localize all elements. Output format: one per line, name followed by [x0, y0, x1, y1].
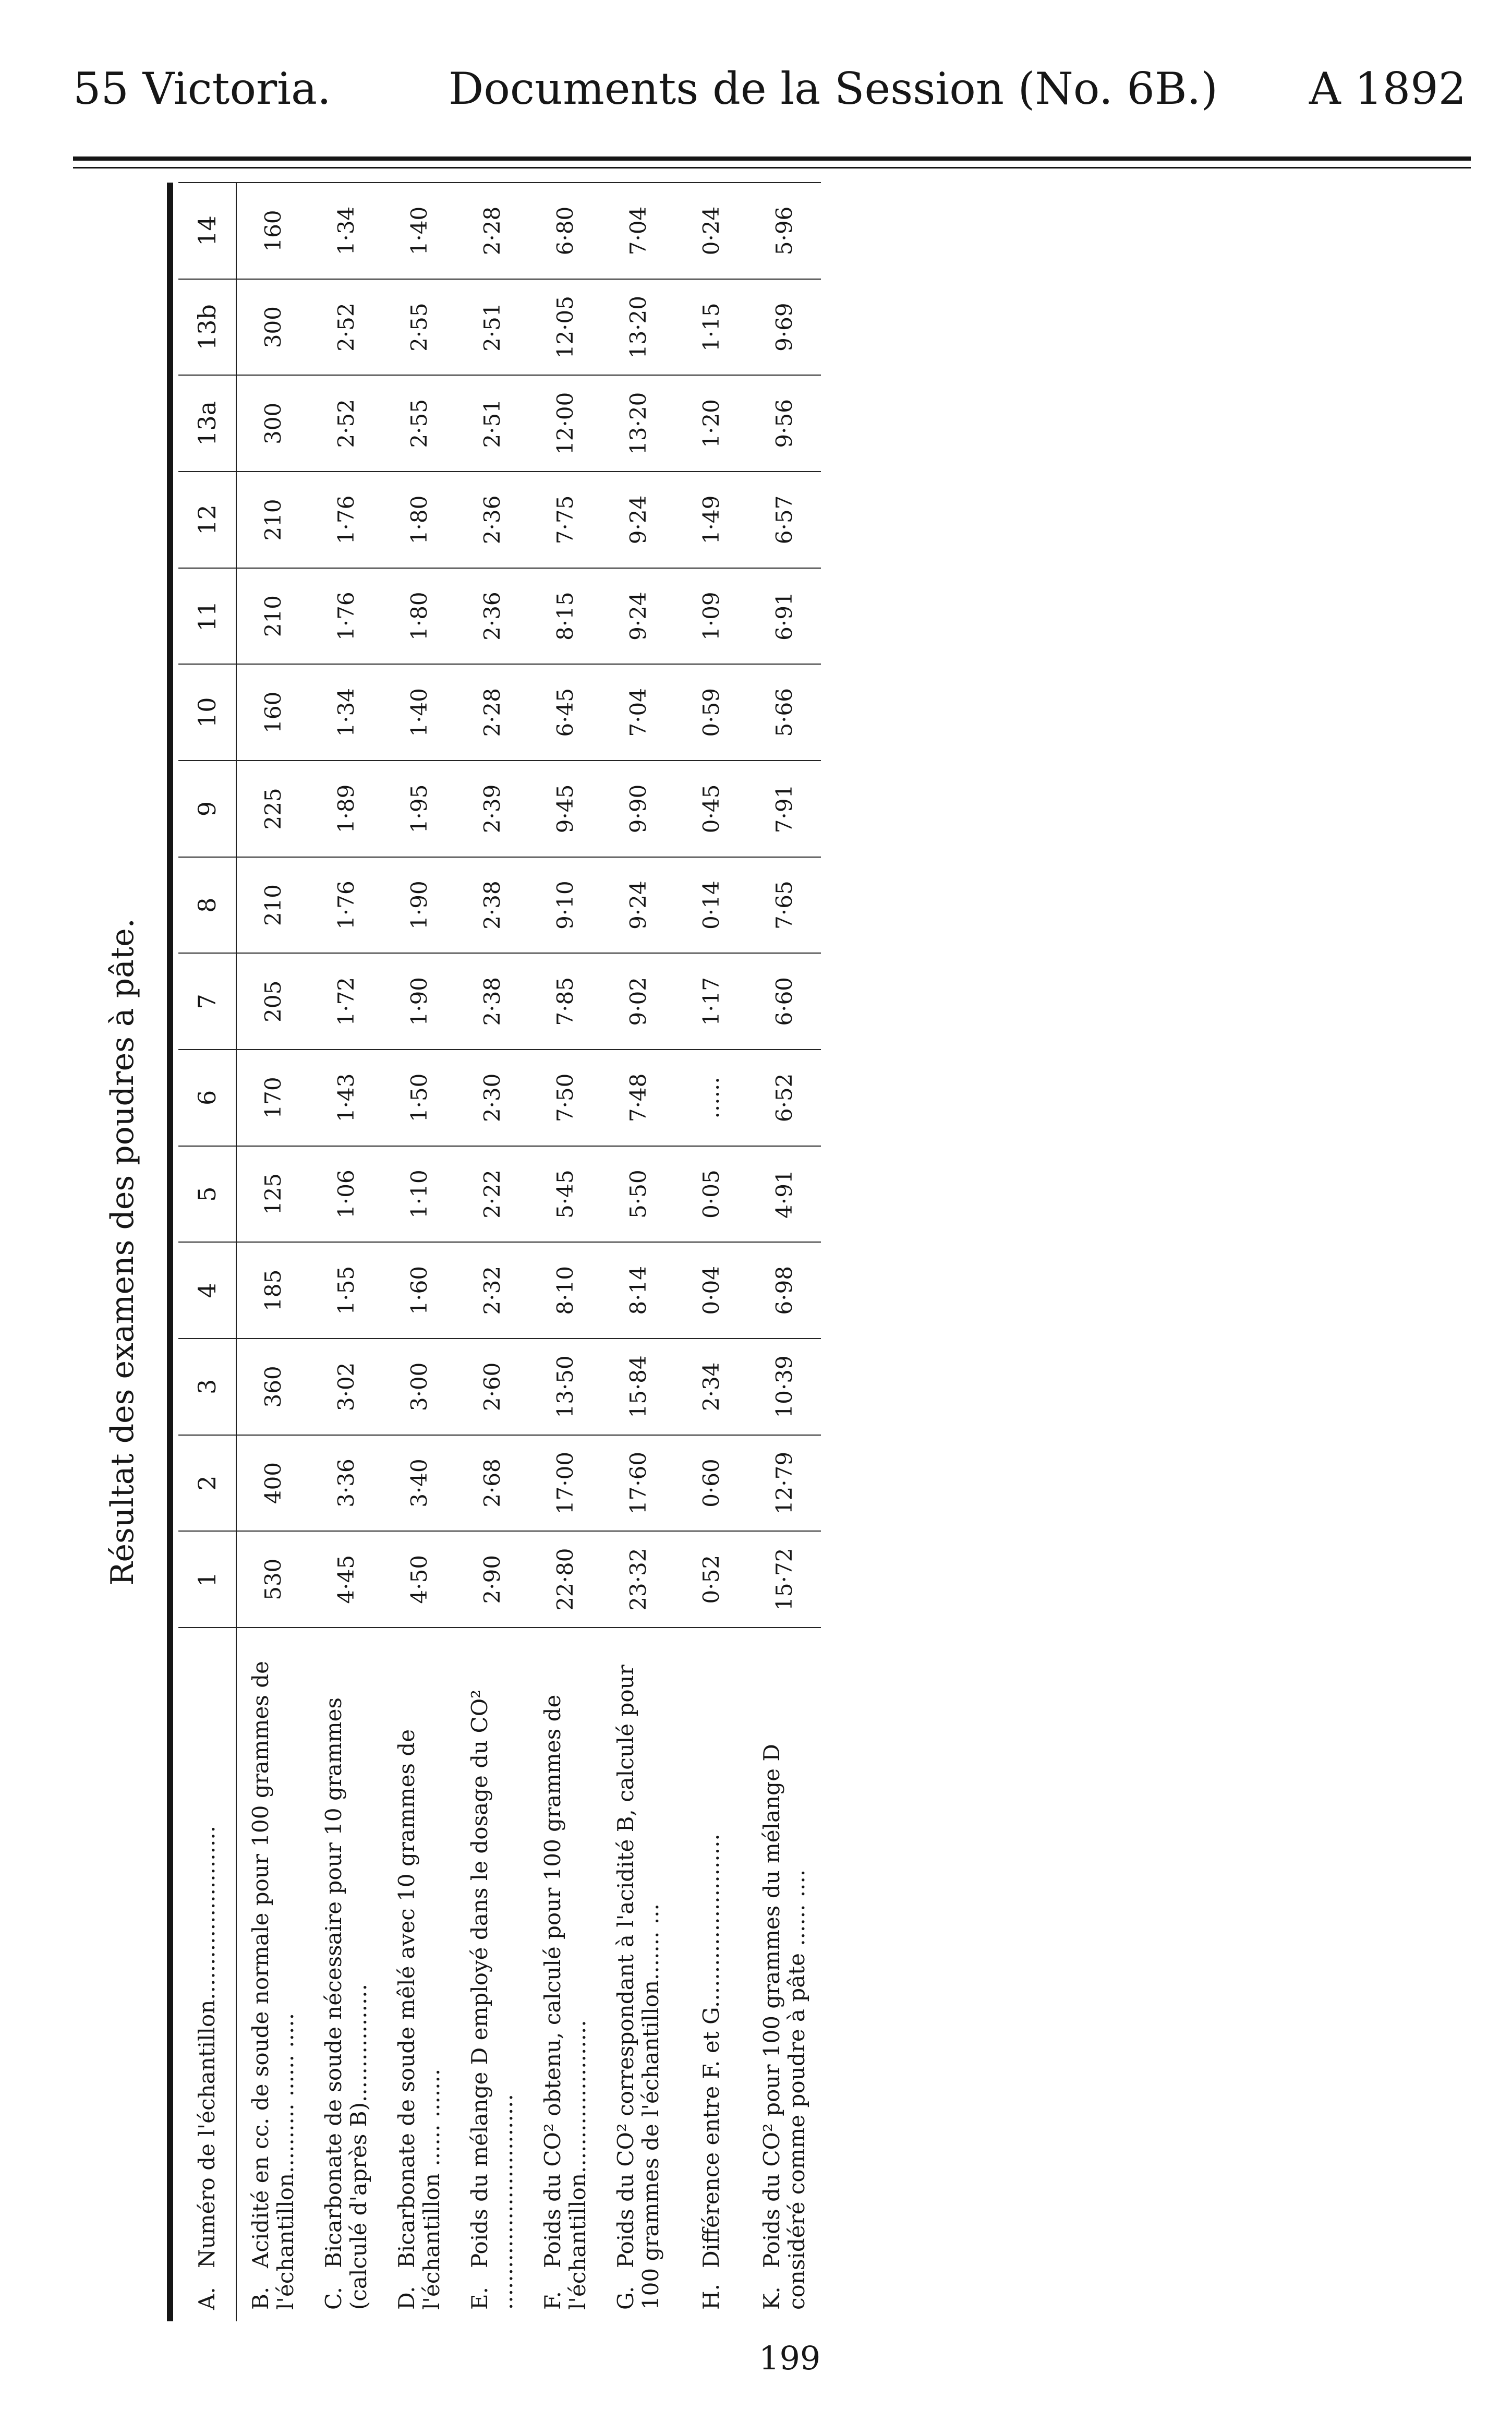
table-cell: 2·38 — [456, 857, 529, 954]
table-cell: 2·55 — [383, 279, 456, 376]
column-header: 14 — [178, 183, 236, 279]
column-header: 6 — [178, 1050, 236, 1146]
table-cell: 2·52 — [310, 279, 383, 376]
table-cell: 2·68 — [456, 1435, 529, 1532]
table-cell: 1·34 — [310, 664, 383, 761]
table-cell: 2·55 — [383, 375, 456, 472]
table-cell: 170 — [236, 1050, 310, 1146]
table-row — [529, 183, 602, 2321]
column-header: 7 — [178, 953, 236, 1050]
table-cell: 1·10 — [383, 1146, 456, 1243]
table-cell: 2·38 — [456, 953, 529, 1050]
table-cell: 2·39 — [456, 761, 529, 857]
rotated-table-panel — [78, 183, 809, 2321]
table-cell: 13·50 — [529, 1339, 602, 1435]
header-rule-thick — [73, 156, 1471, 161]
table-cell: 400 — [236, 1435, 310, 1532]
table-cell: 2·36 — [456, 472, 529, 568]
table-cell: 7·48 — [602, 1050, 675, 1146]
table-cell: 3·02 — [310, 1339, 383, 1435]
row-key: E. — [466, 2286, 492, 2310]
table-row — [383, 183, 456, 2321]
table-cell: 210 — [236, 857, 310, 954]
table-cell: 1·80 — [383, 568, 456, 665]
table-cell: 12·05 — [529, 279, 602, 376]
table-cell: 8·10 — [529, 1242, 602, 1339]
table-cell: 6·91 — [748, 568, 821, 665]
table-cell: 6·98 — [748, 1242, 821, 1339]
table-row — [310, 183, 383, 2321]
column-header: 3 — [178, 1339, 236, 1435]
table-cell: 2·51 — [456, 375, 529, 472]
row-label: Bicarbonate de soude mêlé avec 10 grammes de l'échantillon ...... ....... — [393, 1729, 444, 2310]
column-header: 8 — [178, 857, 236, 954]
row-label: Différence entre F. et G......................... — [698, 1834, 724, 2268]
table-cell: 9·24 — [602, 472, 675, 568]
row-key: A. — [193, 2287, 220, 2310]
table-row — [178, 183, 236, 2321]
table-cell: 1·20 — [675, 375, 748, 472]
table-cell: 7·85 — [529, 953, 602, 1050]
row-label-cell — [456, 1628, 529, 2321]
column-header: 13a — [178, 375, 236, 472]
row-label: Numéro de l'échantillon......................... — [193, 1825, 220, 2268]
table-cell: 7·50 — [529, 1050, 602, 1146]
table-cell: 7·75 — [529, 472, 602, 568]
row-key: C. — [320, 2287, 346, 2310]
table-cell: 1·43 — [310, 1050, 383, 1146]
table-cell: 1·55 — [310, 1242, 383, 1339]
results-table-wrapper — [167, 183, 809, 2321]
table-cell: 22·80 — [529, 1531, 602, 1628]
table-cell: 8·15 — [529, 568, 602, 665]
results-table — [178, 182, 821, 2321]
table-cell: 1·60 — [383, 1242, 456, 1339]
table-cell: 2·32 — [456, 1242, 529, 1339]
table-cell: 6·60 — [748, 953, 821, 1050]
header-document-title: Documents de la Session (No. 6B.) — [449, 63, 1218, 114]
table-cell: 1·95 — [383, 761, 456, 857]
table-cell: 210 — [236, 472, 310, 568]
table-cell: 8·14 — [602, 1242, 675, 1339]
row-key: H. — [698, 2284, 724, 2310]
row-key: D. — [393, 2286, 419, 2310]
table-cell: 0·24 — [675, 183, 748, 279]
table-row — [602, 183, 675, 2321]
row-label: Poids du CO² correspondant à l'acidité B, calculé pour 100 grammes de l'échantillon....... ... — [612, 1665, 663, 2310]
header-series-year: A 1892 — [1309, 63, 1467, 114]
table-cell: 2·28 — [456, 183, 529, 279]
table-cell: 5·50 — [602, 1146, 675, 1243]
table-cell: 3·00 — [383, 1339, 456, 1435]
table-cell: 0·14 — [675, 857, 748, 954]
column-header: 12 — [178, 472, 236, 568]
table-cell: 1·76 — [310, 472, 383, 568]
table-cell: 9·69 — [748, 279, 821, 376]
table-title: Résultat des examens des poudres à pâte. — [104, 918, 141, 1586]
table-cell: 15·84 — [602, 1339, 675, 1435]
table-cell: 7·04 — [602, 664, 675, 761]
column-header: 13b — [178, 279, 236, 376]
table-cell: 1·49 — [675, 472, 748, 568]
table-cell: 1·72 — [310, 953, 383, 1050]
table-cell: 4·91 — [748, 1146, 821, 1243]
row-label-cell — [748, 1628, 821, 2321]
row-key: F. — [539, 2291, 565, 2310]
table-cell: 1·40 — [383, 664, 456, 761]
table-cell: 2·28 — [456, 664, 529, 761]
table-cell: 3·40 — [383, 1435, 456, 1532]
table-cell: 0·04 — [675, 1242, 748, 1339]
table-cell: 205 — [236, 953, 310, 1050]
table-cell: 1·09 — [675, 568, 748, 665]
table-cell: 125 — [236, 1146, 310, 1243]
table-cell: 185 — [236, 1242, 310, 1339]
table-cell: 7·65 — [748, 857, 821, 954]
table-cell: 1·40 — [383, 183, 456, 279]
table-cell: 3·36 — [310, 1435, 383, 1532]
table-cell: 0·59 — [675, 664, 748, 761]
table-cell: 1·90 — [383, 857, 456, 954]
column-header: 1 — [178, 1531, 236, 1628]
table-cell: 12·00 — [529, 375, 602, 472]
table-row — [675, 183, 748, 2321]
page-header — [0, 0, 1512, 156]
table-cell: 1·76 — [310, 568, 383, 665]
table-cell: 17·00 — [529, 1435, 602, 1532]
table-cell: 1·06 — [310, 1146, 383, 1243]
table-cell: ...... — [675, 1050, 748, 1146]
table-cell: 9·56 — [748, 375, 821, 472]
table-cell: 9·10 — [529, 857, 602, 954]
row-label: Bicarbonate de soude nécessaire pour 10 grammes (calculé d'après B)................. — [320, 1697, 371, 2310]
row-label-cell — [236, 1628, 310, 2321]
column-header: 9 — [178, 761, 236, 857]
page-number: 199 — [759, 2339, 821, 2377]
row-label-cell — [675, 1628, 748, 2321]
table-cell: 9·90 — [602, 761, 675, 857]
table-cell: 2·90 — [456, 1531, 529, 1628]
table-cell: 9·45 — [529, 761, 602, 857]
column-header: 5 — [178, 1146, 236, 1243]
table-cell: 4·50 — [383, 1531, 456, 1628]
table-cell: 0·45 — [675, 761, 748, 857]
row-key: G. — [612, 2286, 638, 2310]
table-cell: 13·20 — [602, 375, 675, 472]
row-key: B. — [247, 2286, 273, 2310]
header-rule-thin — [73, 167, 1471, 168]
table-cell: 2·51 — [456, 279, 529, 376]
table-cell: 9·24 — [602, 568, 675, 665]
table-cell: 6·52 — [748, 1050, 821, 1146]
table-cell: 2·30 — [456, 1050, 529, 1146]
table-cell: 2·34 — [675, 1339, 748, 1435]
table-cell: 17·60 — [602, 1435, 675, 1532]
table-cell: 12·79 — [748, 1435, 821, 1532]
table-cell: 5·45 — [529, 1146, 602, 1243]
table-cell: 530 — [236, 1531, 310, 1628]
table-cell: 6·45 — [529, 664, 602, 761]
column-header: 2 — [178, 1435, 236, 1532]
table-cell: 300 — [236, 279, 310, 376]
row-label: Poids du mélange D employé dans le dosage du CO² ............................... — [466, 1690, 517, 2310]
table-cell: 210 — [236, 568, 310, 665]
table-cell: 300 — [236, 375, 310, 472]
table-cell: 5·66 — [748, 664, 821, 761]
table-cell: 1·17 — [675, 953, 748, 1050]
row-key: K. — [758, 2286, 784, 2310]
table-cell: 225 — [236, 761, 310, 857]
table-cell: 2·52 — [310, 375, 383, 472]
row-label-cell — [602, 1628, 675, 2321]
row-label-cell — [529, 1628, 602, 2321]
table-cell: 10·39 — [748, 1339, 821, 1435]
table-cell: 160 — [236, 664, 310, 761]
table-cell: 2·60 — [456, 1339, 529, 1435]
table-cell: 0·52 — [675, 1531, 748, 1628]
table-cell: 6·57 — [748, 472, 821, 568]
table-cell: 15·72 — [748, 1531, 821, 1628]
table-cell: 2·22 — [456, 1146, 529, 1243]
table-cell: 13·20 — [602, 279, 675, 376]
header-session-year: 55 Victoria. — [73, 63, 331, 114]
table-cell: 1·90 — [383, 953, 456, 1050]
table-cell: 23·32 — [602, 1531, 675, 1628]
column-header: 11 — [178, 568, 236, 665]
table-cell: 9·24 — [602, 857, 675, 954]
table-cell: 1·15 — [675, 279, 748, 376]
row-label-cell — [178, 1628, 236, 2321]
row-label: Poids du CO² obtenu, calculé pour 100 grammes de l'échantillon...................... — [539, 1694, 590, 2310]
table-cell: 1·76 — [310, 857, 383, 954]
table-cell: 5·96 — [748, 183, 821, 279]
row-label: Acidité en cc. de soude normale pour 100 grammes de l'échantillon.......... ...... ..... — [247, 1660, 298, 2310]
table-row — [748, 183, 821, 2321]
table-cell: 1·34 — [310, 183, 383, 279]
table-cell: 6·80 — [529, 183, 602, 279]
table-cell: 1·89 — [310, 761, 383, 857]
table-cell: 360 — [236, 1339, 310, 1435]
table-cell: 4·45 — [310, 1531, 383, 1628]
table-cell: 7·04 — [602, 183, 675, 279]
table-cell: 7·91 — [748, 761, 821, 857]
table-cell: 0·60 — [675, 1435, 748, 1532]
table-row — [456, 183, 529, 2321]
table-cell: 1·80 — [383, 472, 456, 568]
row-label-cell — [383, 1628, 456, 2321]
table-row — [236, 183, 310, 2321]
column-header: 10 — [178, 664, 236, 761]
table-cell: 0·05 — [675, 1146, 748, 1243]
row-label: Poids du CO² pour 100 grammes du mélange D considéré comme poudre à pâte ...... .... — [758, 1744, 809, 2310]
column-header: 4 — [178, 1242, 236, 1339]
table-cell: 160 — [236, 183, 310, 279]
table-cell: 2·36 — [456, 568, 529, 665]
table-cell: 1·50 — [383, 1050, 456, 1146]
table-cell: 9·02 — [602, 953, 675, 1050]
row-label-cell — [310, 1628, 383, 2321]
